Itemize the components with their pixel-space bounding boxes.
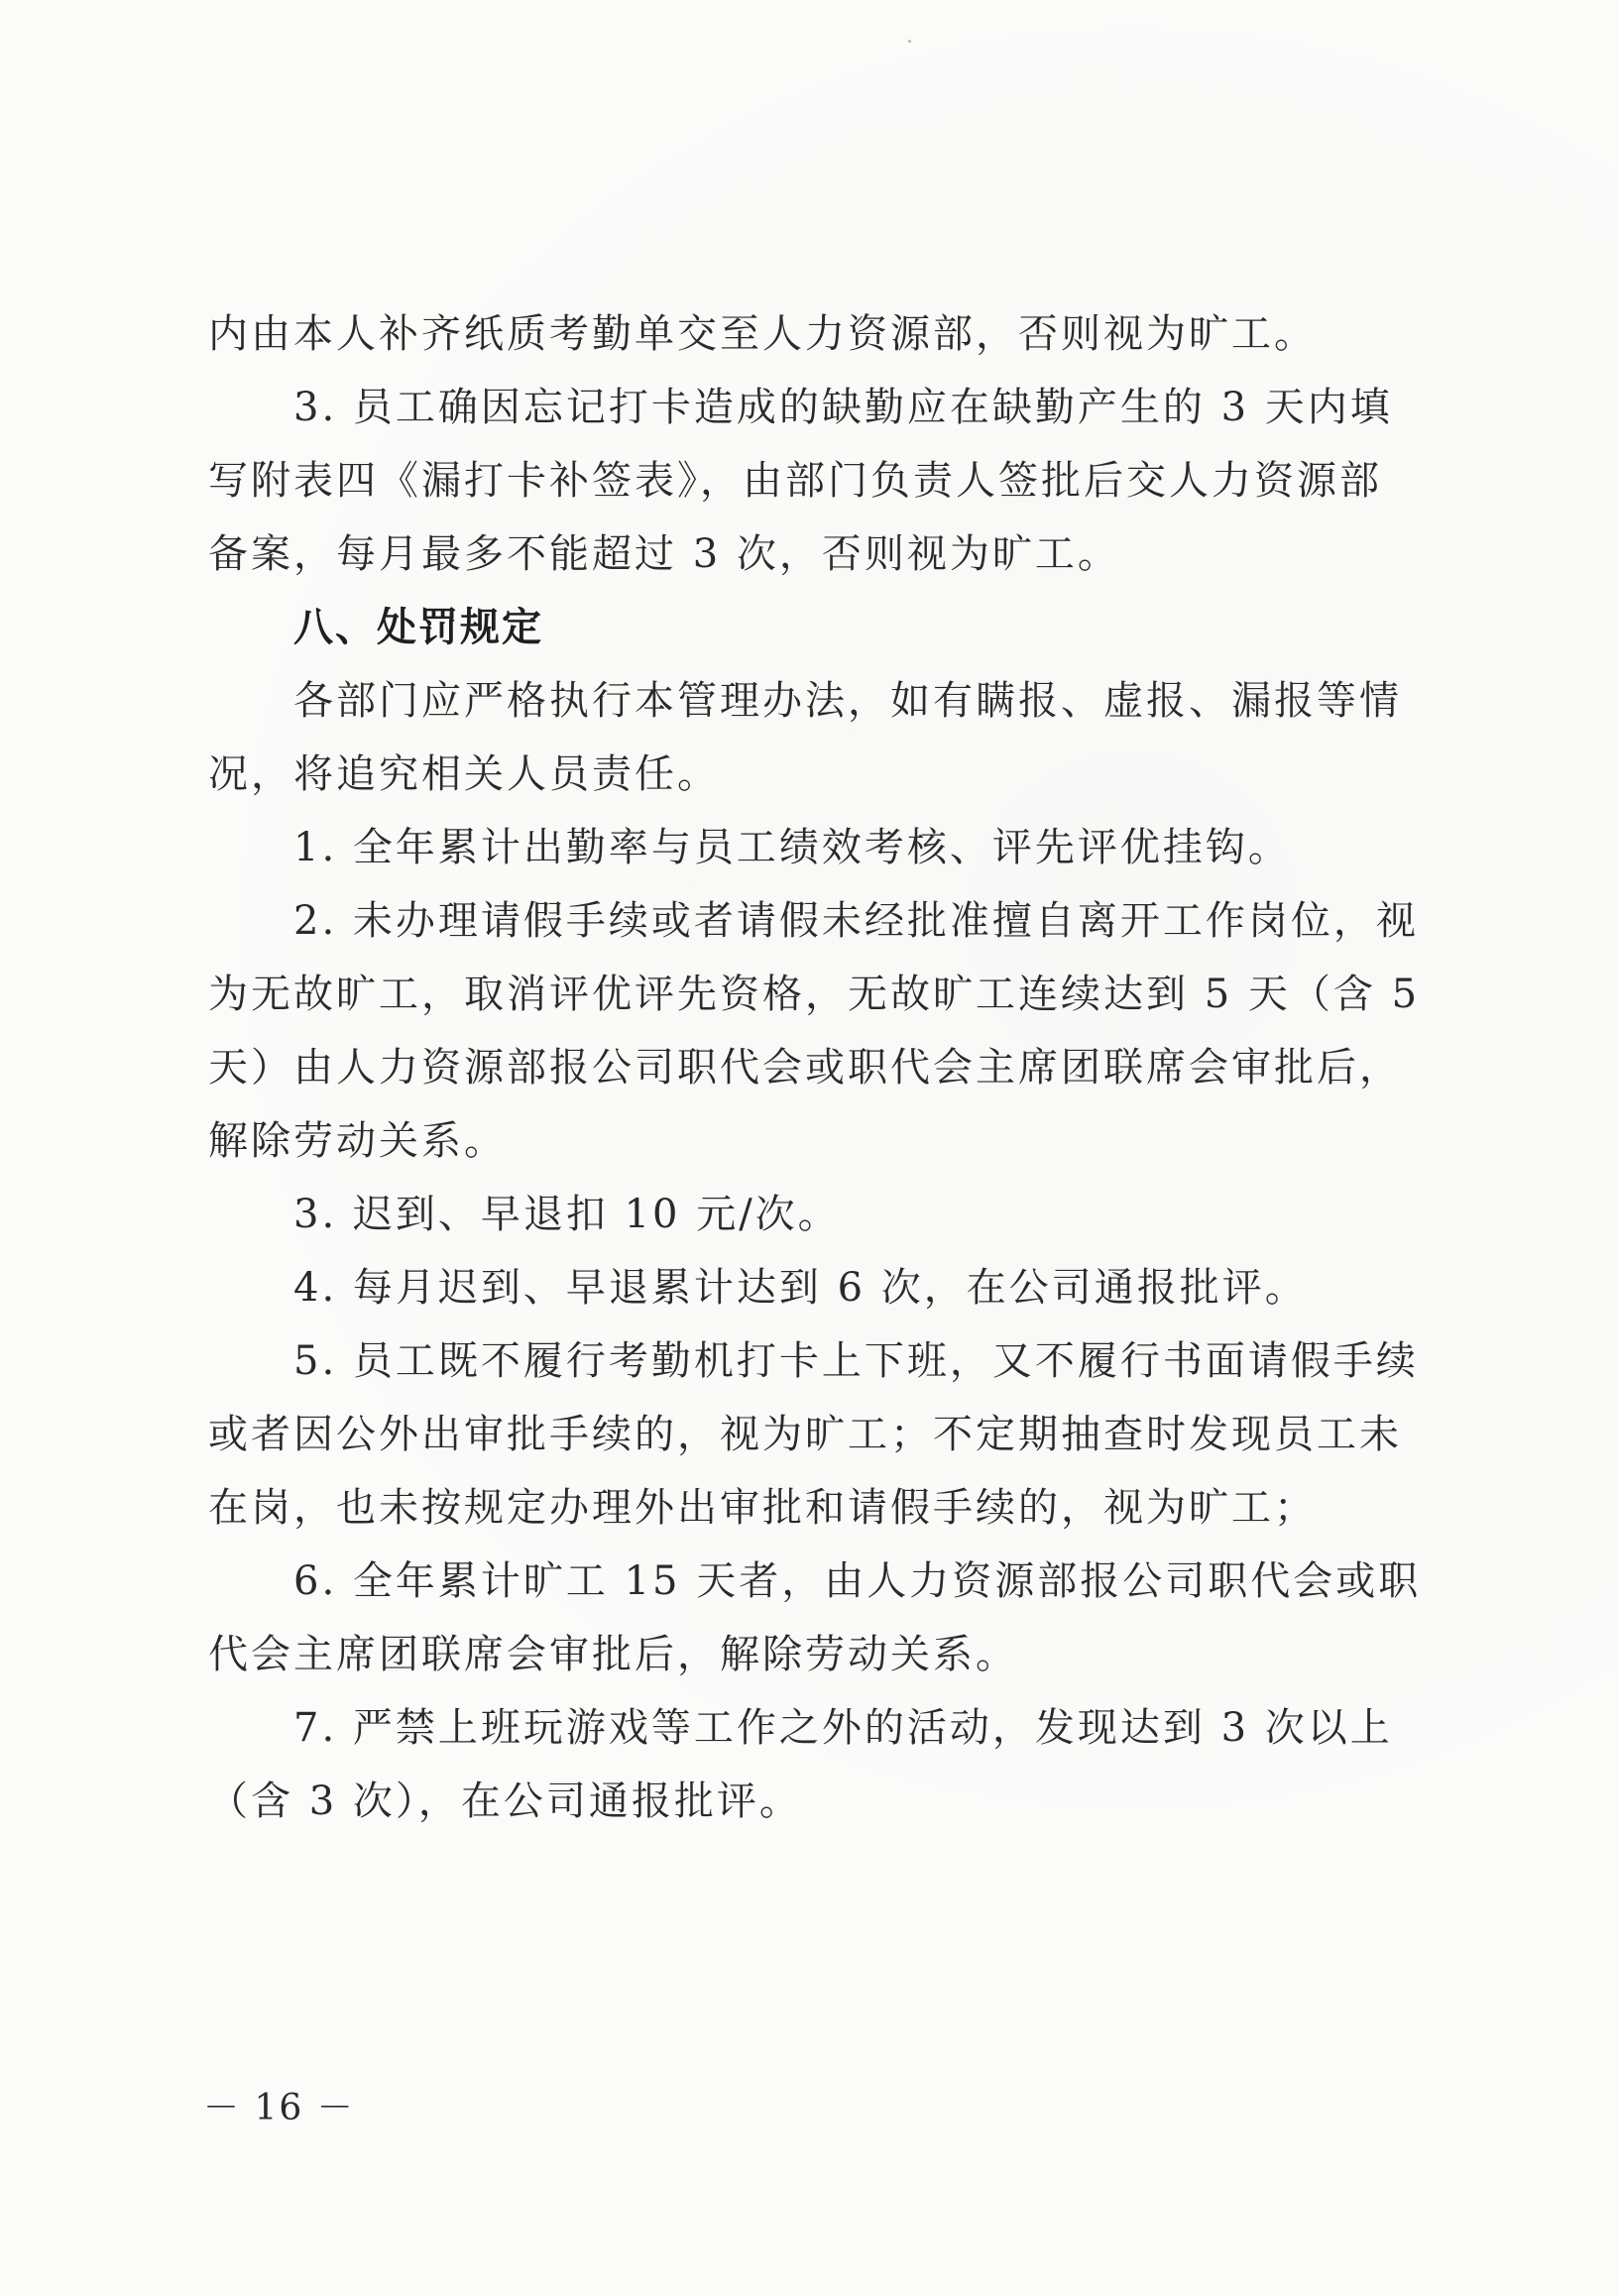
paragraph-line: 解除劳动关系。: [208, 1118, 507, 1164]
paragraph-line: 备案，每月最多不能超过 3 次，否则视为旷工。: [208, 531, 1120, 577]
paragraph-line: 为无故旷工，取消评优评先资格，无故旷工连续达到 5 天（含 5: [208, 972, 1421, 1017]
paragraph-line: 2. 未办理请假手续或者请假未经批准擅自离开工作岗位，视: [293, 898, 1419, 944]
paragraph-line: 4. 每月迟到、早退累计达到 6 次，在公司通报批评。: [293, 1265, 1308, 1311]
paragraph-line: 各部门应严格执行本管理办法，如有瞒报、虚报、漏报等情: [293, 678, 1402, 724]
paragraph-line: 代会主席团联席会审批后，解除劳动关系。: [208, 1632, 1018, 1677]
paragraph-line: 天）由人力资源部报公司职代会或职代会主席团联席会审批后，: [208, 1045, 1402, 1091]
paragraph-line: 况，将追究相关人员责任。: [208, 751, 720, 797]
section-heading: 八、处罚规定: [293, 605, 543, 650]
paragraph-line: 3. 迟到、早退扣 10 元/次。: [293, 1192, 841, 1237]
paragraph-line: 7. 严禁上班玩游戏等工作之外的活动，发现达到 3 次以上: [293, 1705, 1393, 1751]
paragraph-line: 内由本人补齐纸质考勤单交至人力资源部，否则视为旷工。: [208, 311, 1317, 357]
document-body: [208, 297, 1428, 1838]
paragraph-line: （含 3 次），在公司通报批评。: [208, 1779, 802, 1824]
paragraph-line: 3. 员工确因忘记打卡造成的缺勤应在缺勤产生的 3 天内填: [293, 385, 1393, 430]
page-number: － 16 －: [203, 2088, 355, 2128]
paragraph-line: 或者因公外出审批手续的，视为旷工；不定期抽查时发现员工未: [208, 1412, 1402, 1457]
scan-speck: [908, 40, 911, 43]
paragraph-line: 6. 全年累计旷工 15 天者，由人力资源部报公司职代会或职: [293, 1558, 1422, 1604]
paragraph-line: 写附表四《漏打卡补签表》，由部门负责人签批后交人力资源部: [208, 458, 1382, 504]
paragraph-line: 在岗，也未按规定办理外出审批和请假手续的，视为旷工；: [208, 1485, 1317, 1531]
paragraph-line: 5. 员工既不履行考勤机打卡上下班，又不履行书面请假手续: [293, 1338, 1419, 1384]
paragraph-line: 1. 全年累计出勤率与员工绩效考核、评先评优挂钩。: [293, 825, 1291, 870]
